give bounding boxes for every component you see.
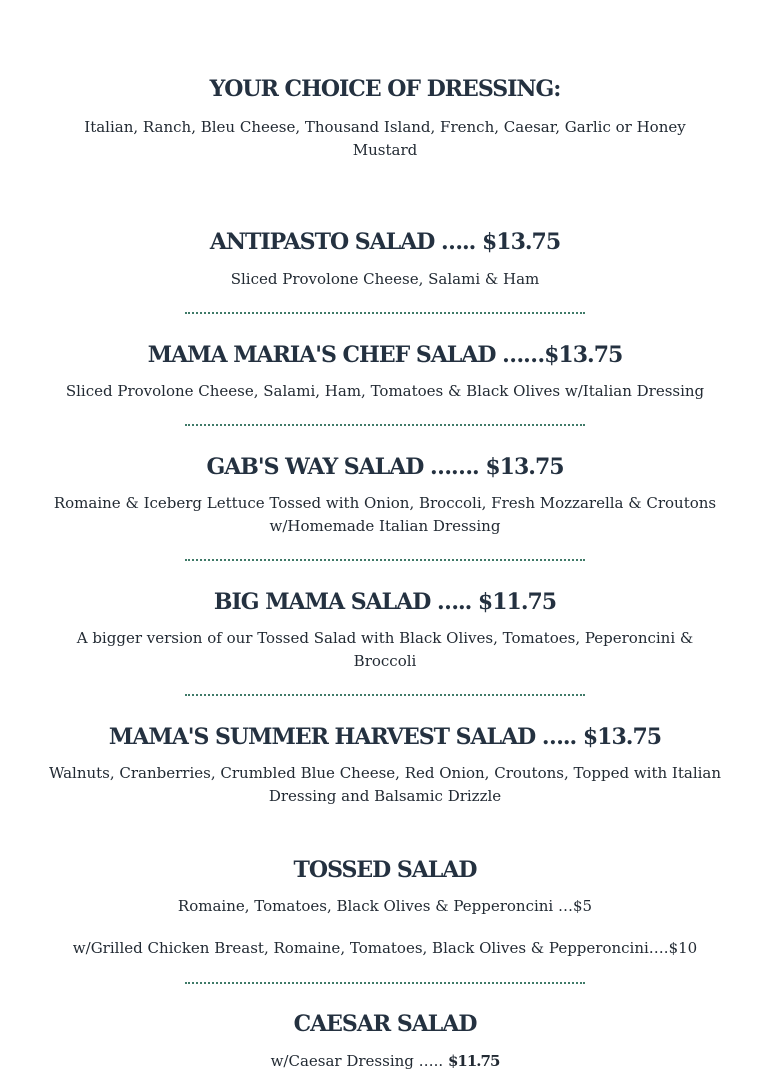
divider	[185, 559, 585, 561]
harvest-section	[0, 723, 770, 808]
chef-desc: Sliced Provolone Cheese, Salami, Ham, Tomatoes & Black Olives w/Italian Dressing	[65, 382, 705, 400]
caesar-price: $11.75	[447, 1052, 500, 1070]
tossed-chicken: w/Grilled Chicken Breast, Romaine, Tomatoes, Black Olives & Pepperoncini….$10	[72, 939, 698, 957]
dressing-section	[0, 75, 770, 162]
gabs-desc: Romaine & Iceberg Lettuce Tossed with Onion, Broccoli, Fresh Mozzarella & Croutons w/Homemade Italian Dressing	[53, 494, 717, 535]
antipasto-title: ANTIPASTO SALAD ….. $13.75	[209, 229, 561, 255]
antipasto-section	[0, 228, 770, 291]
divider	[185, 424, 585, 426]
gabs-section	[0, 453, 770, 538]
divider	[185, 982, 585, 984]
caesar-desc	[35, 1050, 735, 1073]
chef-title: MAMA MARIA'S CHEF SALAD ……$13.75	[147, 342, 623, 368]
bigmama-title: BIG MAMA SALAD ….. $11.75	[213, 589, 557, 615]
bigmama-desc: A bigger version of our Tossed Salad with Black Olives, Tomatoes, Peperoncini & Broccoli	[76, 629, 694, 670]
divider	[185, 694, 585, 696]
divider	[185, 312, 585, 314]
caesar-title: CAESAR SALAD	[293, 1011, 477, 1037]
caesar-section	[0, 1010, 770, 1073]
tossed-title: TOSSED SALAD	[293, 857, 477, 883]
gabs-title: GAB'S WAY SALAD ……. $13.75	[206, 454, 564, 480]
dressing-title: YOUR CHOICE OF DRESSING:	[209, 76, 561, 102]
tossed-basic: Romaine, Tomatoes, Black Olives & Pepperoncini …$5	[177, 897, 593, 915]
harvest-desc: Walnuts, Cranberries, Crumbled Blue Cheese, Red Onion, Croutons, Topped with Italian Dressing and Balsamic Drizzle	[48, 764, 722, 805]
tossed-section	[0, 856, 770, 960]
caesar-desc-text: w/Caesar Dressing …..	[270, 1052, 444, 1070]
bigmama-section	[0, 588, 770, 673]
antipasto-desc: Sliced Provolone Cheese, Salami & Ham	[230, 270, 540, 288]
harvest-title: MAMA'S SUMMER HARVEST SALAD ….. $13.75	[108, 724, 662, 750]
chef-section	[0, 341, 770, 403]
dressing-options: Italian, Ranch, Bleu Cheese, Thousand Island, French, Caesar, Garlic or Honey Mustard	[84, 118, 686, 159]
